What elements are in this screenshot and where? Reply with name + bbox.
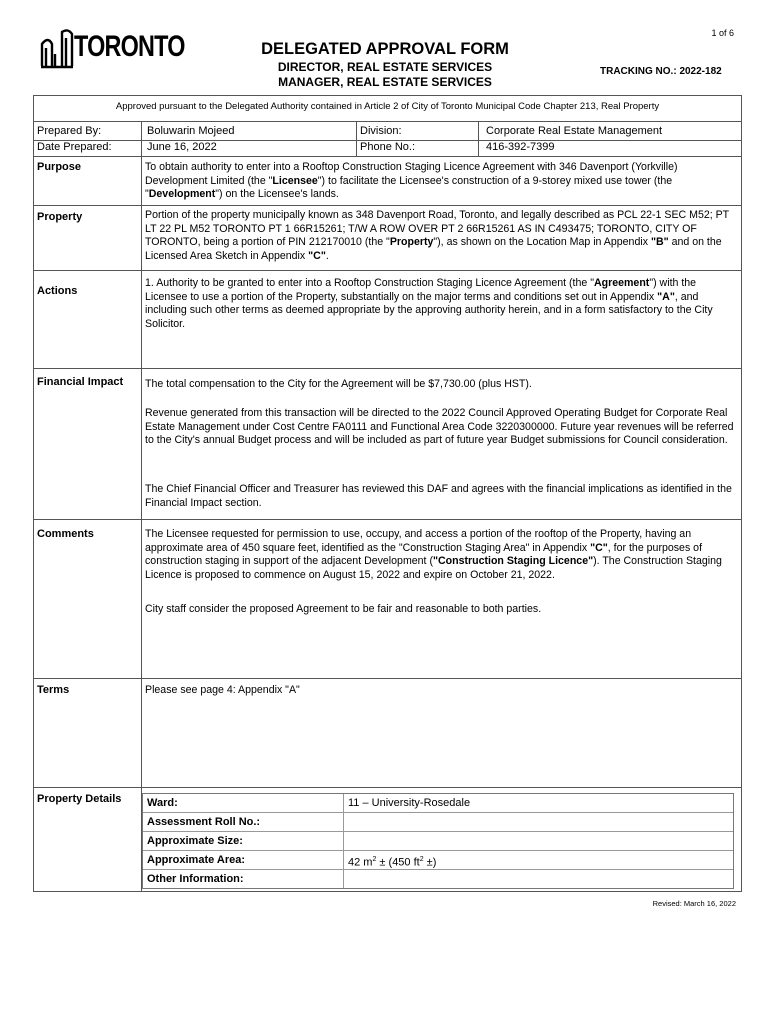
division-value: Corporate Real Estate Management — [486, 125, 663, 137]
comments-text — [145, 528, 737, 582]
area-sup-2: 2 — [419, 856, 424, 863]
comments-text-1: The Licensee requested for permission to use, occupy, and access a portion of the rooftop of the Property, having an approximate area of 450 square feet, identified as the "Construction Staging Area" in Appendix — [145, 528, 692, 554]
ward-value: 11 – University-Rosedale — [348, 797, 471, 809]
financial-impact-label: Financial Impact — [37, 376, 124, 388]
phone-label: Phone No.: — [360, 141, 416, 153]
actions-text-3: , and including such other terms as deemed appropriate by the approving authority herein, and in a form satisfactory to the City Solicitor. — [145, 290, 713, 330]
approximate-size-value — [344, 832, 348, 850]
header-col-line-3 — [478, 122, 479, 157]
financial-impact-p3: The Chief Financial Officer and Treasurer has reviewed this DAF and agrees with the financial implications as identified in the Financial Impact section. — [145, 483, 732, 509]
page-number: 1 of 6 — [711, 28, 734, 38]
other-information-value — [344, 870, 348, 888]
form-title: DELEGATED APPROVAL FORM — [261, 40, 509, 58]
actions-agreement: Agreement — [593, 277, 650, 289]
header-col-line-1 — [141, 122, 142, 157]
purpose-text-2: ") to facilitate the Licensee's construction of a 9-storey mixed use tower (the " — [145, 174, 673, 200]
comments-appendix-c: "C" — [590, 541, 608, 554]
comments-licence-term: "Construction Staging Licence" — [432, 555, 594, 567]
city-hall-icon — [40, 26, 74, 70]
actions-label: Actions — [37, 285, 78, 297]
details-row-area — [143, 851, 733, 870]
comments-p2: City staff consider the proposed Agreement to be fair and reasonable to both parties. — [145, 603, 542, 615]
appendix-b-ref: "B" — [650, 236, 669, 248]
assessment-roll-label: Assessment Roll No.: — [143, 813, 344, 831]
area-sup-1: 2 — [372, 856, 377, 863]
property-text-4: . — [325, 249, 329, 262]
comments-label: Comments — [37, 528, 94, 540]
phone-value: 416-392-7399 — [486, 141, 555, 153]
details-row-size — [143, 832, 733, 851]
property-text-2: "), as shown on the Location Map in Appendix — [433, 236, 651, 248]
appendix-c-ref: "C" — [308, 249, 326, 262]
ward-label: Ward: — [143, 794, 344, 812]
comments-text-3: ). The Construction Staging Licence is proposed to commence on August 15, 2022 and expire on October 21, 2022. — [145, 555, 722, 581]
financial-impact-p2: Revenue generated from this transaction will be directed to the 2022 Council Approved Operating Budget for Corporate Real Estate Management under Cost Centre FA0111 and Functional Area Code 3220300000. Future year revenues will be referred to the City's annual Budget process and will be included as part of future year Budget submissions for Council consideration. — [145, 407, 734, 446]
comments-divider — [34, 678, 741, 679]
area-suffix: ±) — [423, 856, 437, 869]
details-row-roll — [143, 813, 733, 832]
terms-divider — [34, 787, 741, 788]
property-text — [145, 209, 737, 263]
terms-text: Please see page 4: Appendix "A" — [145, 684, 300, 696]
purpose-label: Purpose — [37, 161, 82, 173]
purpose-development: Development — [148, 188, 216, 200]
appendix-a-ref: "A" — [657, 290, 675, 303]
division-label: Division: — [360, 125, 402, 137]
property-details-label: Property Details — [37, 793, 122, 805]
area-metric: 42 m — [348, 856, 373, 869]
terms-label: Terms — [37, 684, 70, 696]
financial-impact-p1: The total compensation to the City for the Agreement will be $7,730.00 (plus HST). — [145, 378, 532, 390]
purpose-text-1: To obtain authority to enter into a Rooftop Construction Staging Licence Agreement with 346 Davenport (Yorkville) Development Limited (the " — [145, 161, 678, 187]
actions-divider — [34, 368, 741, 369]
property-label: Property — [37, 211, 83, 223]
logo-wordmark: TORONTO — [74, 30, 185, 63]
header-col-line-2 — [356, 122, 357, 157]
property-text-1: Portion of the property municipally known as 348 Davenport Road, Toronto, and legally described as PCL 22-1 SEC M52; PT LT 22 PL M52 TORONTO PT 1 66R15261; T/W A ROW OVER PT 2 66R15261 AS IN C493475; TORONTO, CITY OF TORONTO, being a portion of PIN 212170010 (the " — [145, 209, 729, 248]
property-divider — [34, 270, 741, 271]
details-row-ward — [143, 794, 733, 813]
details-row-other — [143, 870, 733, 888]
area-imperial: ± (450 ft — [376, 856, 420, 869]
subtitle-line-1: DIRECTOR, REAL ESTATE SERVICES — [277, 60, 493, 74]
approximate-area-label: Approximate Area: — [143, 851, 344, 869]
approved-note: Approved pursuant to the Delegated Authority contained in Article 2 of City of Toronto Municipal Code Chapter 213, Real Property — [34, 99, 741, 122]
label-column-line — [141, 157, 142, 891]
date-prepared-label: Date Prepared: — [37, 141, 112, 153]
assessment-roll-value — [344, 813, 348, 831]
actions-text-2: ") with the Licensee to use a portion of the Property, substantially on the major terms and conditions set out in Appendix — [145, 277, 697, 303]
date-prepared-value: June 16, 2022 — [147, 141, 217, 153]
prepared-by-label: Prepared By: — [37, 125, 102, 137]
purpose-text-3: ") on the Licensee's lands. — [215, 188, 339, 200]
form-subtitle — [230, 60, 540, 90]
revised-date: Revised: March 16, 2022 — [652, 899, 736, 908]
financial-divider — [34, 519, 741, 520]
tracking-number: TRACKING NO.: 2022-182 — [600, 66, 722, 77]
actions-text — [145, 277, 737, 331]
approximate-area-value — [344, 851, 436, 869]
prepared-by-value: Boluwarin Mojeed — [147, 125, 235, 137]
purpose-licensee: Licensee — [272, 174, 318, 187]
purpose-text — [145, 161, 737, 202]
property-text-3: and on the Licensed Area Sketch in Appendix — [145, 236, 722, 262]
toronto-logo — [40, 26, 185, 70]
other-information-label: Other Information: — [143, 870, 344, 888]
actions-text-1: 1. Authority to be granted to enter into a Rooftop Construction Staging Licence Agreement (the " — [145, 277, 594, 289]
comments-text-2: , for the purposes of construction staging in support of the adjacent Development ( — [145, 541, 703, 567]
purpose-divider — [34, 205, 741, 206]
subtitle-line-2: MANAGER, REAL ESTATE SERVICES — [278, 75, 492, 89]
property-term: Property — [389, 236, 434, 248]
property-details-table — [142, 793, 734, 889]
approximate-size-label: Approximate Size: — [143, 832, 344, 850]
